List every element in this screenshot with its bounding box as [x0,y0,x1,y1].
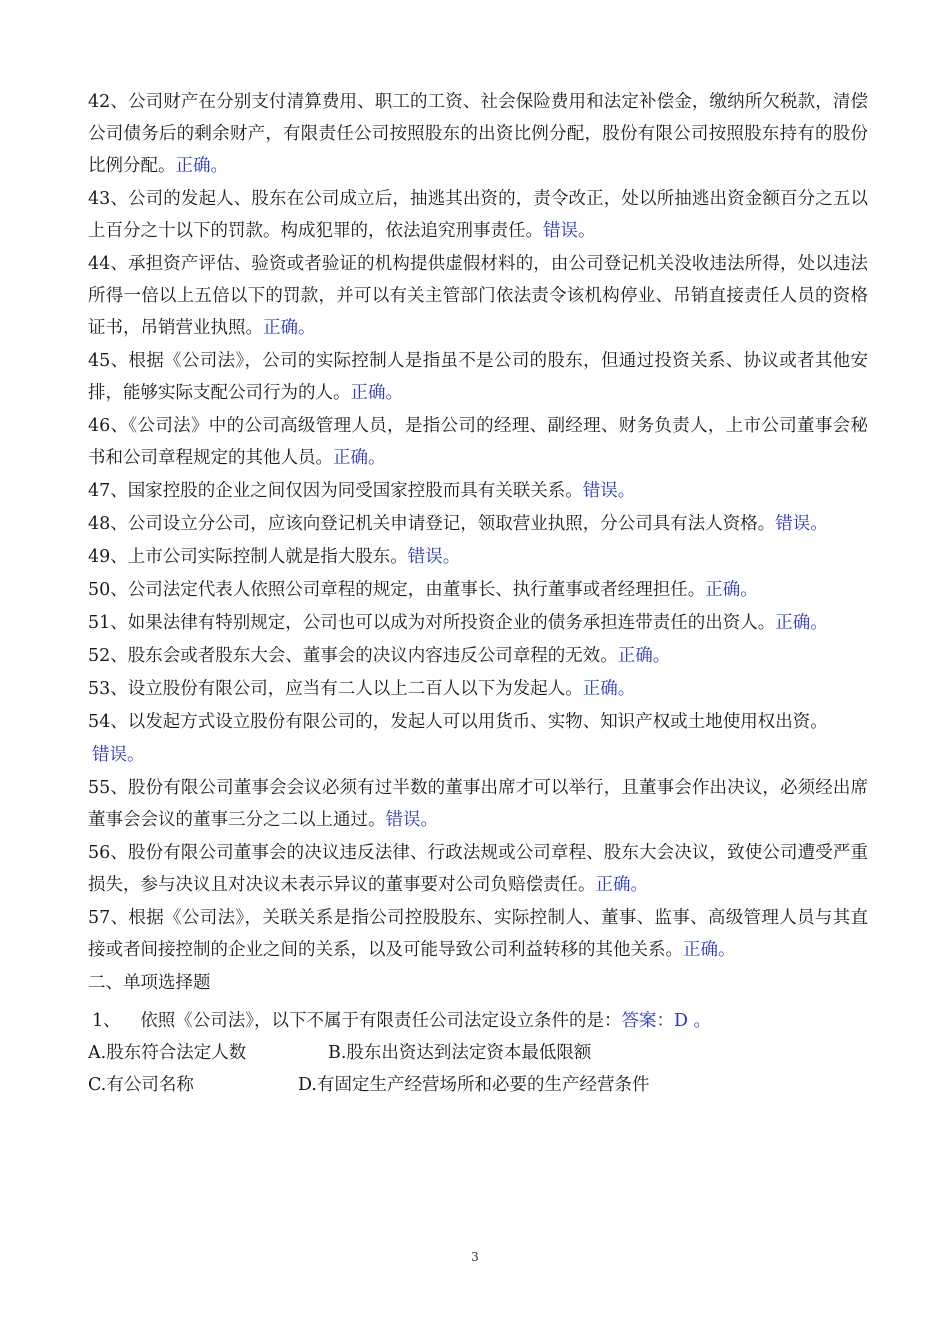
answer-label: 答案：D 。 [621,1011,712,1031]
answer-label: 错误。 [775,514,828,534]
option-c: C.有公司名称 [88,1075,194,1095]
statement-52: 52、股东会或者股东大会、董事会的决议内容违反公司章程的无效。正确。 [88,646,671,666]
statement-47: 47、国家控股的企业之间仅因为同受国家控股而具有关联关系。错误。 [88,481,636,501]
statement-56: 56、股份有限公司董事会的决议违反法律、行政法规或公司章程、股东大会决议，致使公司遭受严重损失，参与决议且对决议未表示异议的董事要对公司负赔偿责任。正确。 [88,843,868,895]
option-b: B.股东出资达到法定资本最低限额 [328,1043,592,1063]
options-row-2 [88,1069,868,1101]
answer-label: 正确。 [582,679,636,699]
document-body [88,86,868,1101]
page-number: 3 [471,1250,479,1264]
section-title: 二、单项选择题 [88,973,211,993]
option-d: D.有固定生产经营场所和必要的生产经营条件 [298,1075,650,1095]
answer-label: 正确。 [595,875,648,895]
statement-46: 46、《公司法》中的公司高级管理人员，是指公司的经理、副经理、财务负责人，上市公司董事会秘书和公司章程规定的其他人员。正确。 [88,416,868,468]
statement-54: 54、以发起方式设立股份有限公司的，发起人可以用货币、实物、知识产权或土地使用权出资。 [88,712,828,732]
question-number: 1、 [92,1011,121,1031]
options-row-1 [88,1037,868,1069]
statement-44: 44、承担资产评估、验资或者验证的机构提供虚假材料的，由公司登记机关没收违法所得，处以违法所得一倍以上五倍以下的罚款，并可以有关主管部门依法责令该机构停业、吊销直接责任人员的资格证书，吊销营业执照。正确。 [88,254,868,338]
statement-49: 49、上市公司实际控制人就是指大股东。错误。 [88,547,461,567]
answer-label: 正确。 [333,448,386,468]
statement-55: 55、股份有限公司董事会会议必须有过半数的董事出席才可以举行，且董事会作出决议，必须经出席董事会会议的董事三分之二以上通过。错误。 [88,778,868,830]
answer-label: 正确。 [175,156,228,176]
answer-label: 正确。 [263,318,316,338]
question-text: 依照《公司法》，以下不属于有限责任公司法定设立条件的是： [140,1011,622,1031]
statement-43: 43、公司的发起人、股东在公司成立后，抽逃其出资的，责令改正，处以所抽逃出资金额百分之五以上百分之十以下的罚款。构成犯罪的，依法追究刑事责任。错误。 [88,189,868,241]
answer-label: 错误。 [92,745,145,765]
answer-label: 正确。 [617,646,671,666]
statement-51: 51、如果法律有特别规定，公司也可以成为对所投资企业的债务承担连带责任的出资人。正确。 [88,613,828,633]
answer-label: 错误。 [407,547,461,567]
statement-53: 53、设立股份有限公司，应当有二人以上二百人以下为发起人。正确。 [88,679,636,699]
answer-label: 正确。 [683,940,736,960]
answer-label: 错误。 [543,221,596,241]
answer-label: 错误。 [385,810,438,830]
answer-label: 正确。 [705,580,758,600]
answer-label: 正确。 [350,383,403,403]
answer-label: 错误。 [582,481,636,501]
statement-42: 42、公司财产在分别支付清算费用、职工的工资、社会保险费用和法定补偿金，缴纳所欠税款，清偿公司债务后的剩余财产，有限责任公司按照股东的出资比例分配，股份有限公司按照股东持有的股份比例分配。正确。 [88,92,868,176]
option-a: A.股东符合法定人数 [88,1043,247,1063]
statement-45: 45、根据《公司法》，公司的实际控制人是指虽不是公司的股东，但通过投资关系、协议或者其他安排，能够实际支配公司行为的人。正确。 [88,351,868,403]
question-1 [88,1005,868,1037]
statement-48: 48、公司设立分公司，应该向登记机关申请登记，领取营业执照，分公司具有法人资格。错误。 [88,514,828,534]
answer-label: 正确。 [775,613,828,633]
statement-57: 57、根据《公司法》，关联关系是指公司控股股东、实际控制人、董事、监事、高级管理人员与其直接或者间接控制的企业之间的关系，以及可能导致公司利益转移的其他关系。正确。 [88,908,868,960]
statement-50: 50、公司法定代表人依照公司章程的规定，由董事长、执行董事或者经理担任。正确。 [88,580,758,600]
